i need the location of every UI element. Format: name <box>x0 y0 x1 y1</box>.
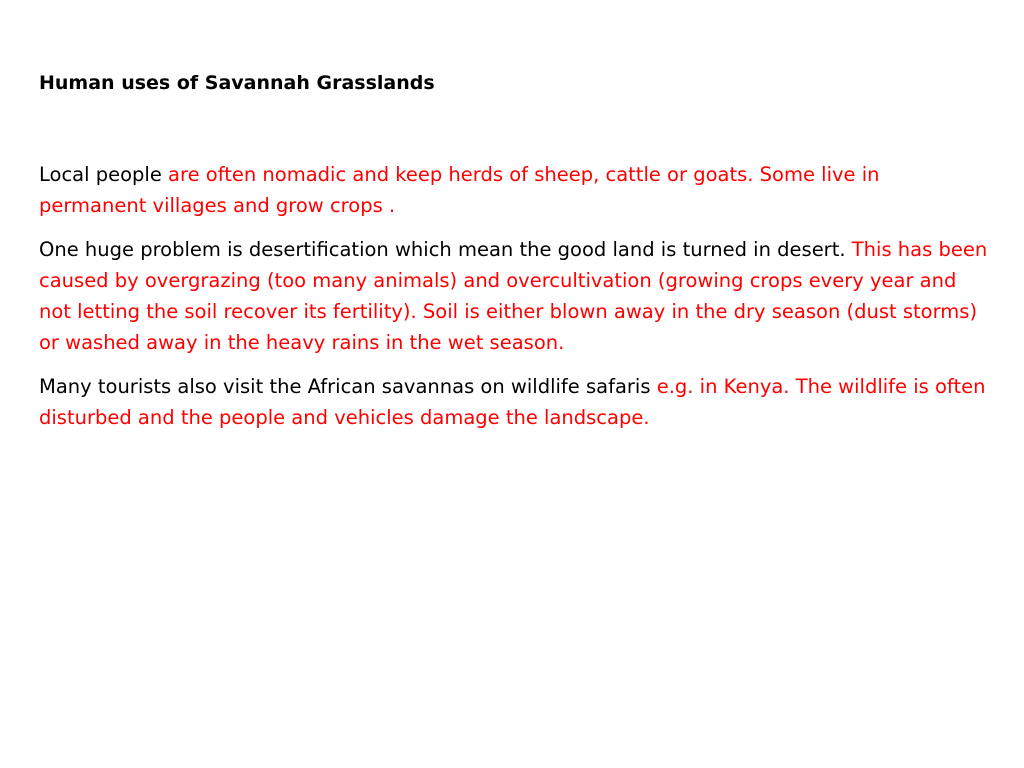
paragraph-1-red-text: are often nomadic and keep herds of sheep, cattle or goats. Some live in permanent villages and grow crops . <box>39 163 880 217</box>
paragraph-2-black-text: One huge problem is desertification which mean the good land is turned in desert. <box>39 238 846 261</box>
slide-title: Human uses of Savannah Grasslands <box>39 72 435 94</box>
paragraph-3-black-text: Many tourists also visit the African savannas on wildlife safaris <box>39 375 651 398</box>
paragraph-desertification <box>39 234 989 358</box>
paragraph-3-red-text: e.g. in Kenya. The wildlife is often disturbed and the people and vehicles damage the landscape. <box>39 375 986 429</box>
slide-body <box>39 159 989 446</box>
paragraph-2-red-text: This has been caused by overgrazing (too many animals) and overcultivation (growing crops every year and not letting the soil recover its fertility). Soil is either blown away in the dry season (dust storms) or washed away in the heavy rains in the wet season. <box>39 238 988 354</box>
paragraph-tourism <box>39 371 989 433</box>
paragraph-local-people <box>39 159 989 221</box>
paragraph-1-black-text: Local people <box>39 163 162 186</box>
